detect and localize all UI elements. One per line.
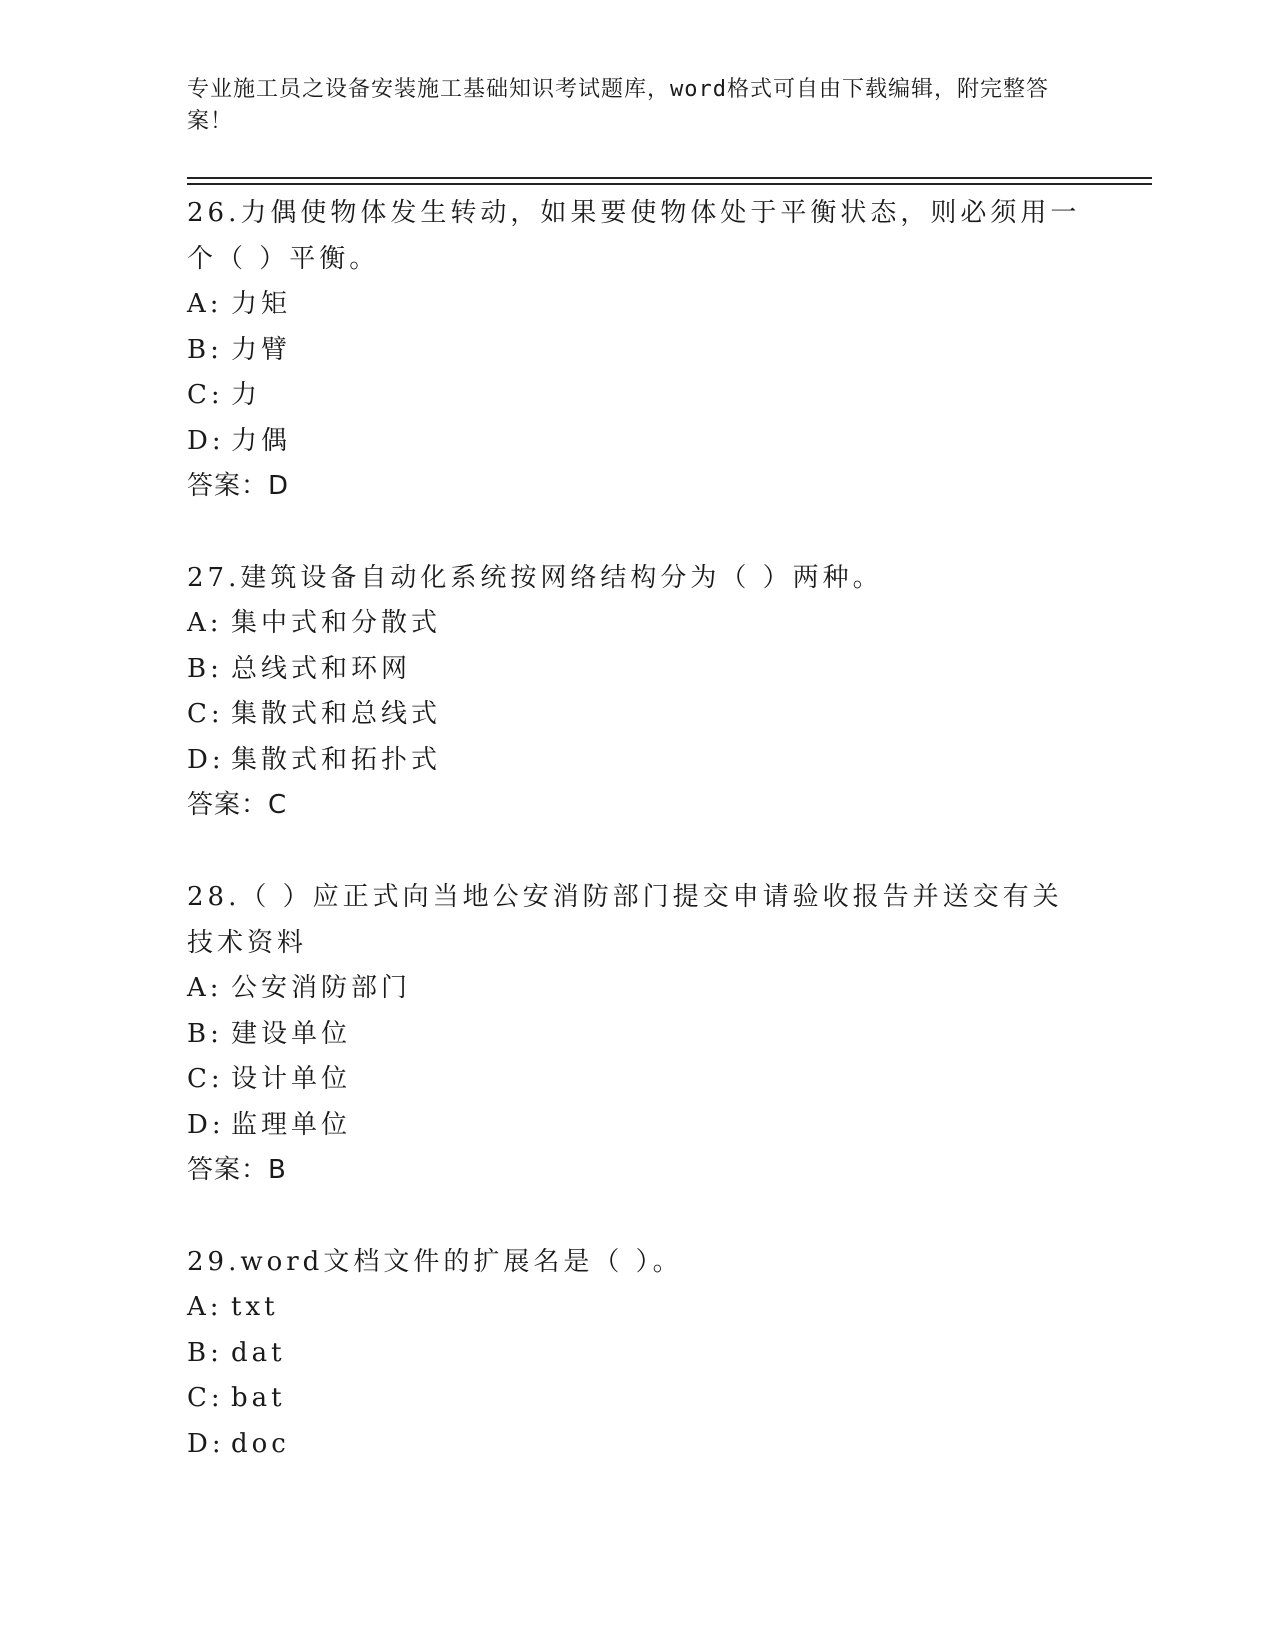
option-text: dat bbox=[231, 1337, 286, 1368]
answer-line: 答案：B bbox=[187, 1155, 287, 1185]
question-list bbox=[187, 190, 1087, 1513]
option-key: B: bbox=[187, 1337, 223, 1368]
option-a bbox=[187, 966, 1087, 1012]
option-b bbox=[187, 1331, 1087, 1377]
option-text: 建设单位 bbox=[231, 1018, 352, 1049]
question-29 bbox=[187, 1239, 1087, 1467]
header-divider-bottom bbox=[187, 183, 1152, 185]
option-text: 力 bbox=[231, 380, 262, 410]
question-stem: 28.（ ）应正式向当地公安消防部门提交申请验收报告并送交有关技术资料 bbox=[187, 882, 1063, 958]
header-divider-top bbox=[187, 177, 1152, 179]
question-stem: 27.建筑设备自动化系统按网络结构分为（ ）两种。 bbox=[187, 563, 883, 593]
option-key: C: bbox=[187, 1383, 224, 1413]
option-text: 监理单位 bbox=[231, 1109, 352, 1140]
option-key: D: bbox=[187, 1109, 225, 1140]
option-key: D: bbox=[187, 425, 225, 456]
option-text: bat bbox=[231, 1383, 286, 1413]
option-key: A: bbox=[187, 973, 223, 1003]
option-text: 集散式和拓扑式 bbox=[231, 744, 442, 775]
option-c bbox=[187, 373, 1087, 419]
option-text: 公安消防部门 bbox=[231, 973, 412, 1003]
option-b bbox=[187, 1012, 1087, 1058]
option-key: D: bbox=[187, 1428, 225, 1459]
question-stem: 29.word文档文件的扩展名是（ ）。 bbox=[187, 1247, 683, 1277]
option-b bbox=[187, 328, 1087, 374]
option-text: 集中式和分散式 bbox=[231, 608, 442, 638]
option-text: 力偶 bbox=[231, 425, 292, 456]
option-b bbox=[187, 647, 1087, 693]
option-text: txt bbox=[231, 1292, 279, 1322]
option-key: C: bbox=[187, 1064, 224, 1094]
option-key: A: bbox=[187, 289, 223, 319]
option-key: A: bbox=[187, 1292, 223, 1322]
question-27 bbox=[187, 555, 1087, 828]
answer-line: 答案：D bbox=[187, 471, 290, 501]
option-key: C: bbox=[187, 699, 224, 729]
option-key: D: bbox=[187, 744, 225, 775]
option-key: A: bbox=[187, 608, 223, 638]
option-d bbox=[187, 1422, 1087, 1468]
option-key: B: bbox=[187, 334, 223, 365]
document-header-title: 专业施工员之设备安装施工基础知识考试题库，word格式可自由下载编辑，附完整答案！ bbox=[187, 77, 1049, 134]
question-26 bbox=[187, 190, 1087, 509]
option-c bbox=[187, 1376, 1087, 1422]
question-stem: 26.力偶使物体发生转动，如果要使物体处于平衡状态，则必须用一个（ ）平衡。 bbox=[187, 198, 1081, 274]
answer-line: 答案：C bbox=[187, 790, 288, 820]
option-key: B: bbox=[187, 1018, 223, 1049]
option-text: 总线式和环网 bbox=[231, 653, 412, 684]
option-a bbox=[187, 1285, 1087, 1331]
option-c bbox=[187, 692, 1087, 738]
option-text: 集散式和总线式 bbox=[231, 699, 442, 729]
question-28 bbox=[187, 874, 1087, 1193]
option-text: doc bbox=[231, 1428, 290, 1459]
option-c bbox=[187, 1057, 1087, 1103]
option-a bbox=[187, 282, 1087, 328]
option-key: C: bbox=[187, 380, 224, 410]
option-a bbox=[187, 601, 1087, 647]
option-key: B: bbox=[187, 653, 223, 684]
option-d bbox=[187, 419, 1087, 465]
option-text: 力臂 bbox=[231, 334, 292, 365]
option-text: 力矩 bbox=[231, 289, 292, 319]
option-d bbox=[187, 738, 1087, 784]
option-text: 设计单位 bbox=[231, 1064, 352, 1094]
option-d bbox=[187, 1103, 1087, 1149]
